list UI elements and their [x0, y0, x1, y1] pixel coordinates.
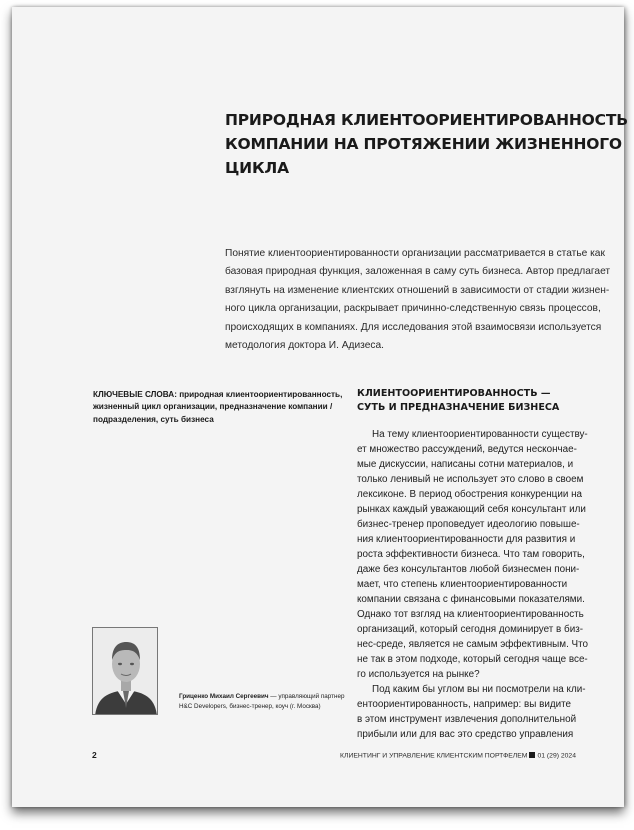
- body-line: ния клиентоориентированности для развития и: [357, 534, 576, 545]
- body-line: компании связана с финансовыми показателями.: [357, 594, 585, 605]
- title-line: КОМПАНИИ НА ПРОТЯЖЕНИИ ЖИЗНЕННОГО: [225, 135, 622, 153]
- author-affiliation: H&C Developers, бизнес-тренер, коуч (г. Москва): [179, 703, 321, 710]
- journal-page: [12, 7, 628, 807]
- body-line: ет множество рассуждений, ведутся нескончае-: [357, 444, 577, 455]
- body-line: в этом инструмент извлечения дополнительной: [357, 714, 577, 725]
- body-line: роста эффективности бизнеса. Что там говорить,: [357, 549, 585, 560]
- article-abstract: [225, 245, 611, 355]
- author-name: Гриценко Михаил Сергеевич: [179, 693, 269, 700]
- issue-number: 01 (29) 2024: [537, 752, 576, 760]
- body-line: нес-среде, является не самым эффективным. Что: [357, 639, 589, 650]
- abstract-line: происходящих в компаниях. Для исследования этой взаимосвязи используется: [225, 321, 602, 333]
- abstract-line: базовая природная функция, заложенная в саму суть бизнеса. Автор предлагает: [225, 266, 611, 278]
- author-portrait-image: [93, 628, 158, 715]
- keywords-block: [93, 389, 343, 426]
- abstract-line: Понятие клиентоориентированности организации рассматривается в статье как: [225, 248, 605, 259]
- body-line: Однако тот взгляд на клиентоориентированность: [357, 609, 584, 620]
- body-line: ентоориентированность, например: вы видите: [357, 699, 572, 710]
- author-caption: [179, 692, 349, 712]
- keywords-line: подразделения, суть бизнеса: [93, 414, 214, 424]
- title-line: ПРИРОДНАЯ КЛИЕНТООРИЕНТИРОВАННОСТЬ: [225, 111, 628, 129]
- section-heading: [357, 387, 607, 415]
- body-line: даже без консультантов любой бизнесмен пони-: [357, 564, 580, 575]
- article-body: [357, 427, 602, 742]
- keywords-line: жизненный цикл организации, предназначение компании /: [93, 402, 333, 412]
- section-heading-line: СУТЬ И ПРЕДНАЗНАЧЕНИЕ БИЗНЕСА: [357, 402, 560, 413]
- author-line-1: [179, 692, 349, 702]
- body-line: го используется на рынке?: [357, 669, 480, 680]
- abstract-line: взглянуть на изменение клиентских отношений в зависимости от стадии жизнен-: [225, 284, 610, 296]
- body-line: мает, что степень клиентоориентированности: [357, 579, 568, 590]
- body-line: На тему клиентоориентированности существу-: [372, 429, 588, 440]
- abstract-line: методология доктора И. Адизеса.: [225, 340, 384, 352]
- author-role: — управляющий партнер: [268, 693, 345, 700]
- square-bullet-icon: [529, 752, 535, 758]
- body-line: не так в этом подходе, который сегодня чаще все-: [357, 654, 588, 665]
- body-line: бизнес-тренер проповедует идеологию повыше-: [357, 519, 580, 530]
- journal-name: КЛИЕНТИНГ И УПРАВЛЕНИЕ КЛИЕНТСКИМ ПОРТФЕЛЕМ: [340, 752, 528, 760]
- title-line: ЦИКЛА: [225, 159, 289, 177]
- keywords-line: КЛЮЧЕВЫЕ СЛОВА: природная клиентоориентированность,: [93, 390, 343, 399]
- article-title: [225, 108, 628, 180]
- body-line: мые дискуссии, написаны сотни материалов, и: [357, 459, 574, 470]
- body-line: только ленивый не использует это слово в своем: [357, 474, 584, 485]
- page-number: 2: [92, 750, 97, 760]
- body-line: Под каким бы углом вы ни посмотрели на кли-: [372, 684, 586, 695]
- body-line: лексиконе. В период обострения конкуренции на: [357, 489, 583, 500]
- body-line: организаций, который сегодня доминирует в биз-: [357, 624, 584, 635]
- body-line: прибыли или для вас это средство управления: [357, 729, 574, 740]
- section-heading-line: КЛИЕНТООРИЕНТИРОВАННОСТЬ —: [357, 388, 551, 399]
- body-line: рынках каждый уважающий себя консультант или: [357, 504, 586, 515]
- abstract-line: ного цикла организации, раскрывает причинно-следственную связь процессов,: [225, 303, 601, 315]
- running-footer: [340, 752, 576, 760]
- author-photo: [92, 627, 158, 715]
